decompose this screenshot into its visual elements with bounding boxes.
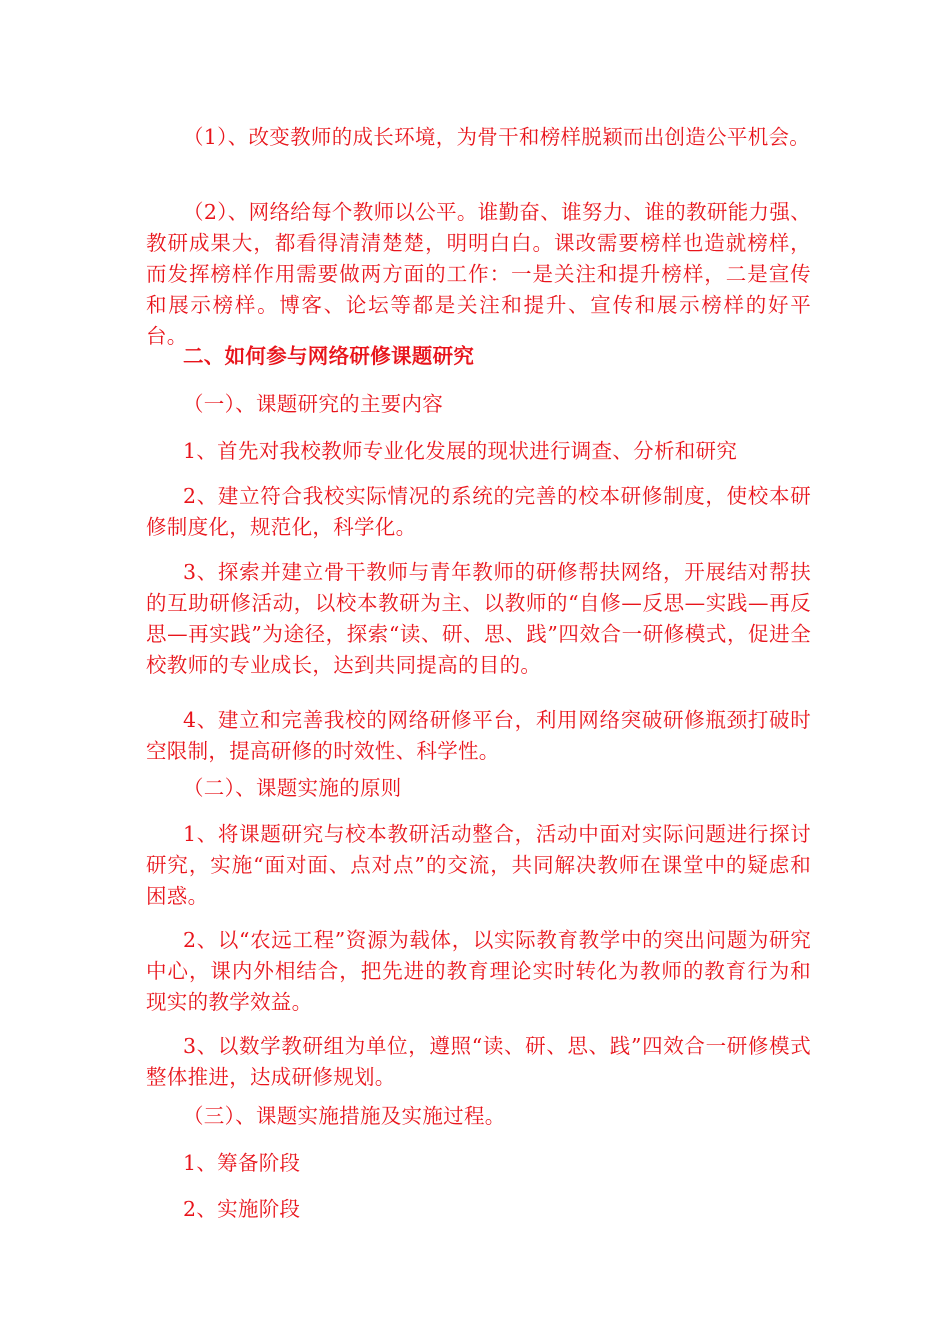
paragraph-stage-2: 2、实施阶段 bbox=[183, 1197, 301, 1221]
paragraph-content-2: 2、建立符合我校实际情况的系统的完善的校本研修制度，使校本研修制度化，规范化，科学化。 bbox=[146, 484, 811, 539]
subsection-heading-3: （三）、课题实施措施及实施过程。 bbox=[183, 1104, 506, 1128]
paragraph-1-2: （2）、网络给每个教师以公平。谁勤奋、谁努力、谁的教研能力强、教研成果大，都看得清清楚楚，明明白白。课改需要榜样也造就榜样，而发挥榜样作用需要做两方面的工作：一是关注和提升榜样，二是宣传和展示榜样。博客、论坛等都是关注和提升、宣传和展示榜样的好平台。 bbox=[146, 200, 811, 348]
paragraph-content-4: 4、建立和完善我校的网络研修平台，利用网络突破研修瓶颈打破时空限制，提高研修的时效性、科学性。 bbox=[146, 708, 811, 763]
paragraph-1-1: （1）、改变教师的成长环境，为骨干和榜样脱颖而出创造公平机会。 bbox=[183, 125, 811, 149]
section-heading-2: 二、如何参与网络研修课题研究 bbox=[183, 344, 475, 368]
paragraph-stage-1: 1、筹备阶段 bbox=[183, 1151, 301, 1175]
paragraph-principle-1: 1、将课题研究与校本教研活动整合，活动中面对实际问题进行探讨研究，实施“面对面、点对点”的交流，共同解决教师在课堂中的疑虑和困惑。 bbox=[146, 822, 811, 908]
paragraph-content-3: 3、探索并建立骨干教师与青年教师的研修帮扶网络，开展结对帮扶的互助研修活动，以校本教研为主、以教师的“自修—反思—实践—再反思—再实践”为途径，探索“读、研、思、践”四效合一研修模式，促进全校教师的专业成长，达到共同提高的目的。 bbox=[146, 560, 811, 677]
paragraph-principle-2: 2、以“农远工程”资源为载体，以实际教育教学中的突出问题为研究中心，课内外相结合，把先进的教育理论实时转化为教师的教育行为和现实的教学效益。 bbox=[146, 928, 811, 1014]
subsection-heading-2: （二）、课题实施的原则 bbox=[183, 776, 402, 800]
paragraph-principle-3: 3、以数学教研组为单位，遵照“读、研、思、践”四效合一研修模式整体推进，达成研修规划。 bbox=[146, 1034, 811, 1089]
paragraph-content-1: 1、首先对我校教师专业化发展的现状进行调查、分析和研究 bbox=[183, 439, 738, 463]
subsection-heading-1: （一）、课题研究的主要内容 bbox=[183, 392, 444, 416]
